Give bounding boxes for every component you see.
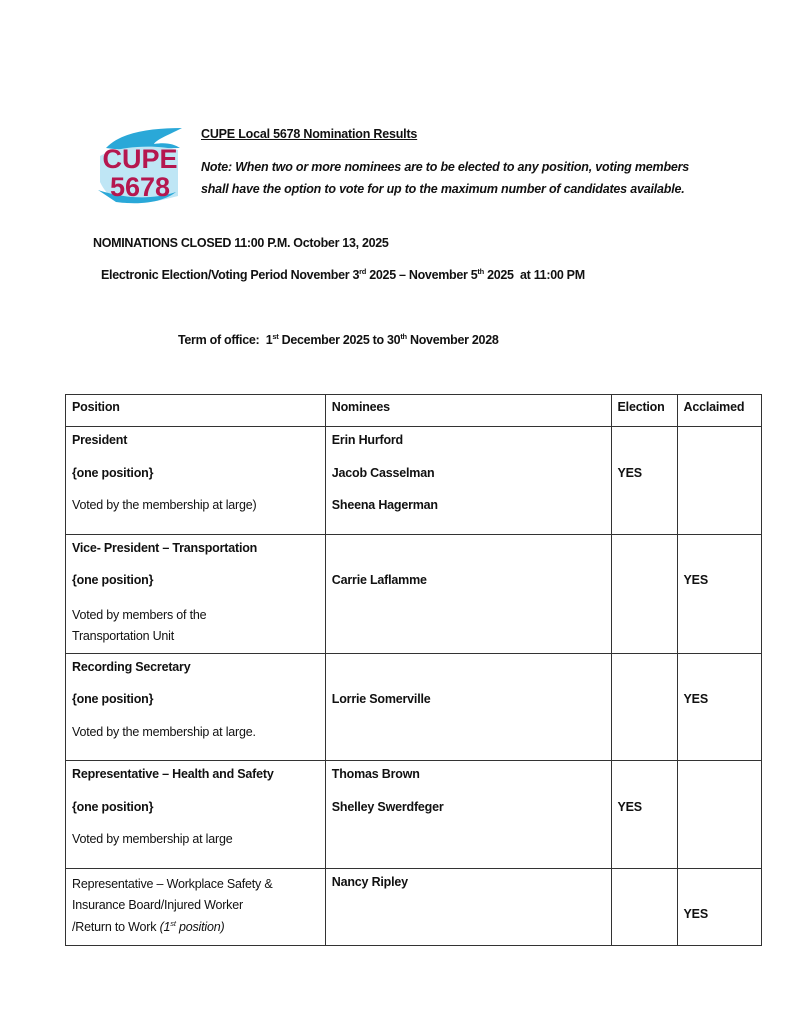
acclaimed-cell	[677, 761, 761, 869]
position-cell	[66, 653, 326, 761]
nominees-cell	[325, 761, 611, 869]
voting-period-sup2: th	[477, 267, 484, 276]
position-count: {one position}	[72, 692, 154, 706]
election-cell	[611, 427, 677, 535]
voted-by-line1: Voted by members of the	[72, 607, 207, 622]
position-cell	[66, 427, 326, 535]
voting-note: Note: When two or more nominees are to be elected to any position, voting members shall have the option to vote for up to the maximum number of candidates available.	[201, 160, 690, 196]
nominee: Erin Hurford	[331, 433, 403, 447]
acclaimed-value: YES	[683, 692, 708, 706]
acclaimed-value	[684, 799, 755, 832]
table-row-recording-secretary	[66, 653, 762, 761]
logo-text-5678: 5678	[109, 172, 171, 202]
position-title: Vice- President – Transportation	[72, 540, 258, 555]
position-line2: Insurance Board/Injured Worker	[72, 898, 243, 912]
voting-period-middle: 2025 – November 5	[366, 268, 478, 282]
nominee: Thomas Brown	[331, 767, 420, 781]
election-cell	[611, 868, 677, 945]
table-row-vice-president	[66, 534, 762, 653]
voting-period-suffix: 2025 at 11:00 PM	[483, 268, 585, 282]
position-cell	[66, 868, 326, 945]
nominee: Carrie Laflamme	[331, 573, 427, 587]
nominees-cell	[325, 868, 611, 945]
header-election: Election	[611, 395, 677, 427]
acclaimed-value: YES	[683, 907, 708, 921]
position-line3-italic-a: (1	[159, 919, 171, 934]
header-position: Position	[66, 395, 326, 427]
term-middle: December 2025 to 30	[278, 333, 401, 347]
position-title: President	[72, 433, 128, 447]
position-line3-prefix: /Return to Work	[72, 919, 160, 934]
logo-text-cupe: CUPE	[102, 144, 178, 174]
election-value	[618, 691, 671, 724]
term-prefix: Term of office: 1	[178, 333, 273, 347]
position-title: Recording Secretary	[72, 659, 191, 674]
header-nominees: Nominees	[325, 395, 611, 427]
nominee: Jacob Casselman	[331, 465, 435, 480]
election-cell	[611, 761, 677, 869]
acclaimed-value: YES	[683, 573, 708, 587]
nomination-results-table	[65, 394, 762, 946]
acclaimed-cell	[677, 653, 761, 761]
table-row-president	[66, 427, 762, 535]
term-of-office	[178, 333, 499, 347]
position-line3-italic-b: position)	[175, 919, 225, 934]
nominations-closed: NOMINATIONS CLOSED 11:00 P.M. October 13, 2025	[93, 236, 389, 250]
election-cell	[611, 653, 677, 761]
cupe-logo	[96, 126, 184, 206]
position-line1: Representative – Workplace Safety &	[72, 876, 273, 891]
nominees-cell	[325, 653, 611, 761]
nominee: Lorrie Somerville	[331, 692, 431, 706]
election-value: YES	[617, 799, 642, 814]
position-count: {one position}	[72, 799, 154, 814]
document-title: CUPE Local 5678 Nomination Results	[201, 127, 418, 141]
election-value: YES	[617, 465, 642, 480]
nominees-cell	[325, 534, 611, 653]
position-count: {one position}	[72, 573, 154, 587]
voted-by-line2: Transportation Unit	[72, 629, 175, 643]
election-value	[618, 906, 671, 939]
term-sup2: th	[400, 332, 407, 341]
acclaimed-cell	[677, 868, 761, 945]
cupe-logo-graphic	[96, 126, 184, 206]
position-cell	[66, 761, 326, 869]
voting-period-sup1: rd	[359, 267, 367, 276]
voting-period	[101, 268, 585, 282]
position-count: {one position}	[72, 465, 154, 480]
election-cell	[611, 534, 677, 653]
position-line3	[72, 917, 319, 939]
nominees-cell	[325, 427, 611, 535]
table-row-health-and-safety	[66, 761, 762, 869]
term-suffix: November 2028	[406, 333, 499, 347]
voted-by: Voted by the membership at large)	[72, 498, 257, 512]
position-title: Representative – Health and Safety	[72, 767, 274, 781]
voting-period-prefix: Electronic Election/Voting Period November 3	[101, 268, 360, 282]
term-sup1: st	[272, 332, 279, 341]
acclaimed-cell	[677, 427, 761, 535]
nominee: Nancy Ripley	[331, 874, 408, 889]
table-row-wsib	[66, 868, 762, 945]
acclaimed-cell	[677, 534, 761, 653]
voted-by: Voted by membership at large	[72, 832, 233, 846]
nominee: Shelley Swerdfeger	[331, 799, 444, 814]
position-cell	[66, 534, 326, 653]
nominee: Sheena Hagerman	[331, 498, 438, 512]
voted-by: Voted by the membership at large.	[72, 724, 256, 739]
table-header-row	[66, 395, 762, 427]
election-value	[618, 572, 671, 605]
acclaimed-value	[684, 465, 755, 498]
position-line3-sup: st	[170, 918, 176, 928]
header-acclaimed: Acclaimed	[677, 395, 761, 427]
